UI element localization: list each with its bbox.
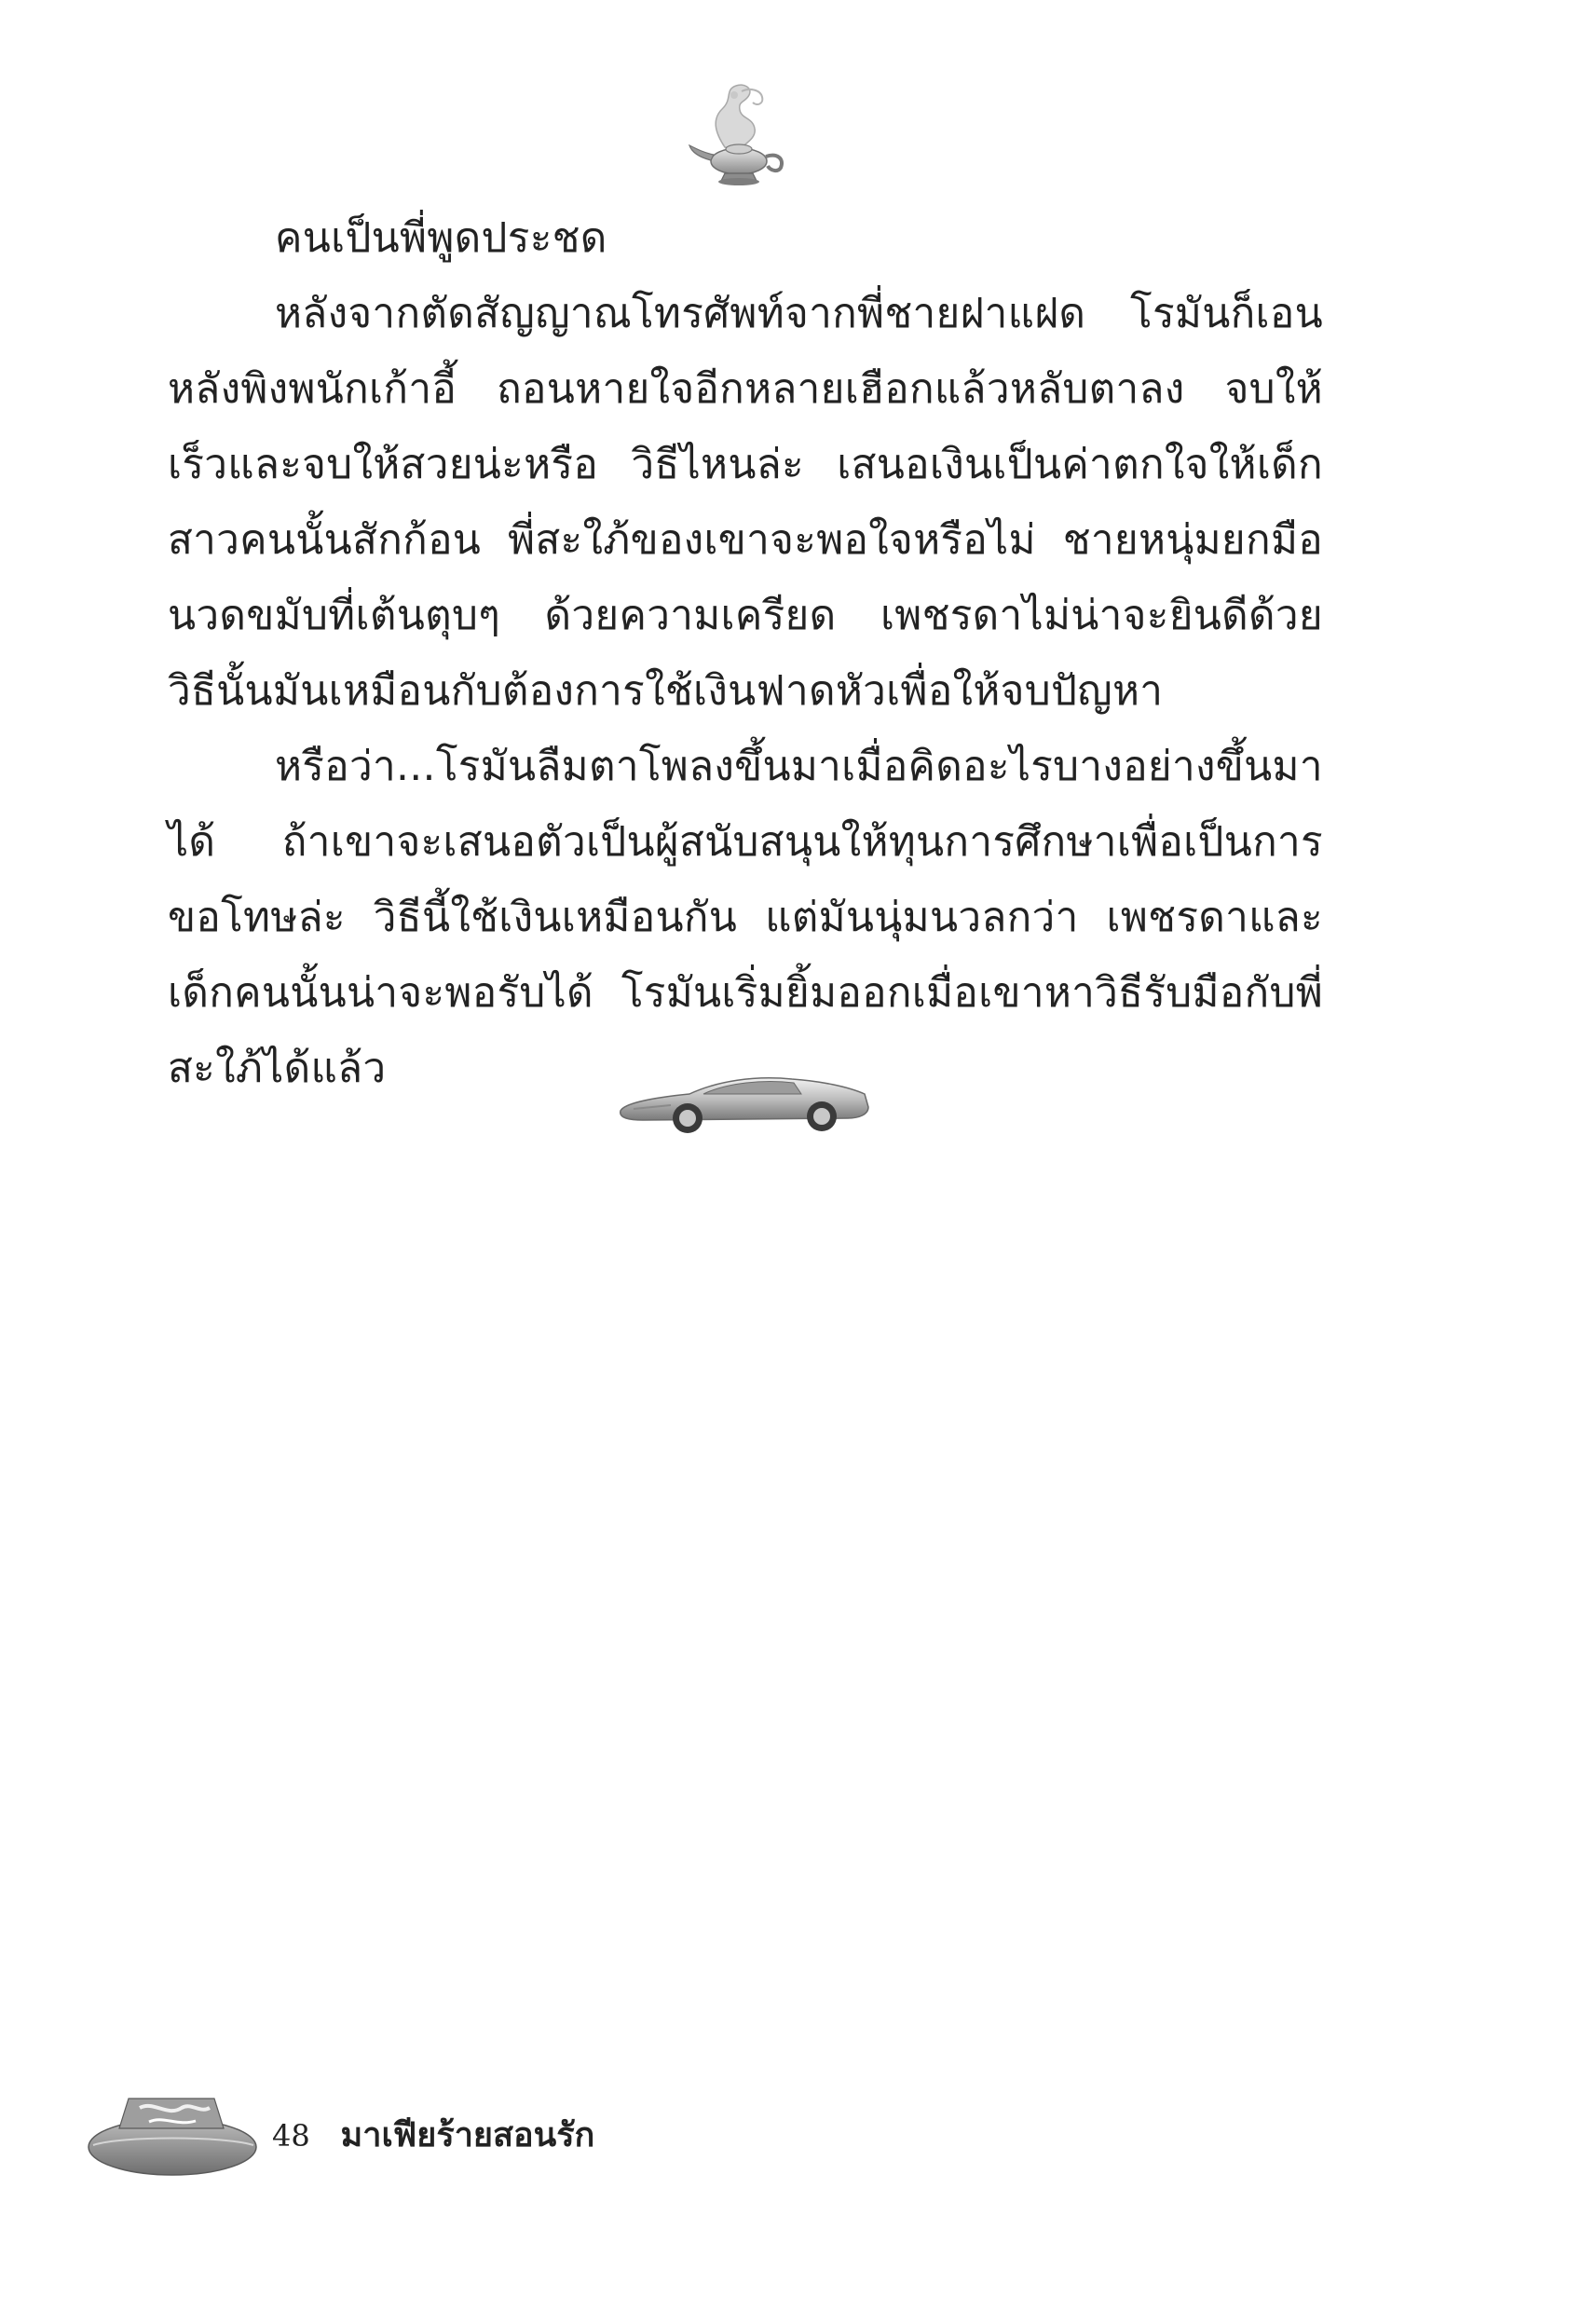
sports-car-icon: [615, 1062, 876, 1137]
book-title: มาเฟียร้ายสอนรัก: [340, 2116, 595, 2154]
paragraph: หรือว่า...โรมันลืมตาโพลงขึ้นมาเมื่อคิดอะไรบางอย่างขึ้นมาได้ ถ้าเขาจะเสนอตัวเป็นผู้สนับสนุนให้ทุนการศึกษาเพื่อเป็นการขอโทษล่ะ วิธีนี้ใช้เงินเหมือนกัน แต่มันนุ่มนวลกว่า เพชรดาและเด็กคนนั้นน่าจะพอรับได้ โรมันเริ่มยิ้มออกเมื่อเขาหาวิธีรับมือกับพี่สะใภ้ได้แล้ว: [168, 743, 1323, 1092]
genie-lamp-icon: [688, 82, 790, 189]
page-number: 48: [272, 2118, 310, 2154]
paragraph: หลังจากตัดสัญญาณโทรศัพท์จากพี่ชายฝาแฝด โรมันก็เอนหลังพิงพนักเก้าอี้ ถอนหายใจอีกหลายเฮือกแล้วหลับตาลง จบให้เร็วและจบให้สวยน่ะหรือ วิธีไหนล่ะ เสนอเงินเป็นค่าตกใจให้เด็กสาวคนนั้นสักก้อน พี่สะใภ้ของเขาจะพอใจหรือไม่ ชายหนุ่มยกมือนวดขมับที่เต้นตุบๆ ด้วยความเครียด เพชรดาไม่น่าจะยินดีด้วย วิธีนั้นมันเหมือนกับต้องการใช้เงินฟาดหัวเพื่อให้จบปัญหา: [168, 290, 1323, 715]
paragraph: คนเป็นพี่พูดประชด: [275, 214, 607, 262]
chapter-body: [168, 200, 1323, 1106]
ornament-icon: [84, 2080, 261, 2182]
page-footer: [272, 2108, 594, 2161]
